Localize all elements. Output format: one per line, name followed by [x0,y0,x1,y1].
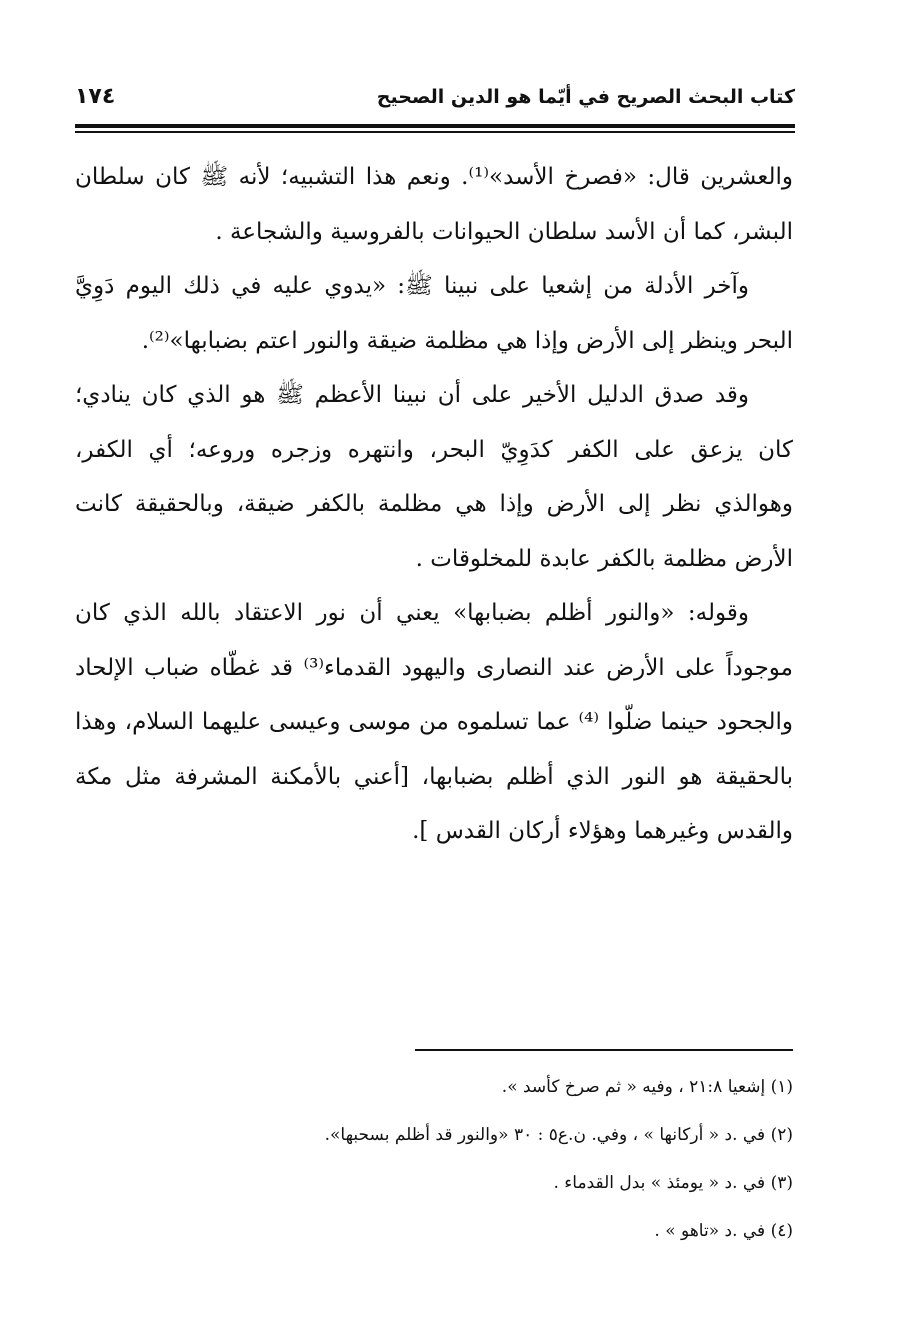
header-rule-thin [75,131,795,133]
footnotes [75,1063,793,1255]
paragraph-1: والعشرين قال: «فصرخ الأسد»⁽¹⁾. ونعم هذا التشبيه؛ لأنه ﷺ كان سلطان البشر، كما أن الأسد سلطان الحيوانات بالفروسية والشجاعة . [75,164,793,245]
paragraph-4: وقوله: «والنور أظلم بضبابها» يعني أن نور الاعتقاد بالله الذي كان موجوداً على الأرض عند النصارى واليهود القدماء⁽³⁾ قد غطّاه ضباب الإلحاد والجحود حينما ضلّوا ⁽⁴⁾ عما تسلموه من موسى وعيسى عليهما السلام، وهذا بالحقيقة هو النور الذي أظلم بضبابها، [أعني بالأمكنة المشرفة مثل مكة والقدس وغيرهما وهؤلاء أركان القدس ]. [75,600,794,844]
main-text [75,150,793,859]
footnote-1: (١) إشعيا ٢١:٨ ، وفيه « ثم صرخ كأسد ». [501,1077,793,1097]
page-header [75,82,795,122]
page-number: ١٧٤ [75,84,116,109]
header-rule-thick [75,124,795,128]
footnote-3: (٣) في .د « يومئذ » بدل القدماء . [553,1173,793,1193]
running-title: كتاب البحث الصريح في أيّما هو الدين الصحيح [376,86,795,108]
paragraph-2: وآخر الأدلة من إشعيا على نبينا ﷺ: «يدوي عليه في ذلك اليوم دَوِيَّ البحر وينظر إلى الأرض وإذا هي مظلمة ضيقة والنور اعتم بضبابها»⁽²⁾. [75,273,793,354]
paragraph-3: وقد صدق الدليل الأخير على أن نبينا الأعظم ﷺ هو الذي كان ينادي؛ كان يزعق على الكفر كدَوِيّ البحر، وانتهره وزجره وروعه؛ أي الكفر، وهوالذي نظر إلى الأرض وإذا هي مظلمة بالكفر ضيقة، وبالحقيقة كانت الأرض مظلمة بالكفر عابدة للمخلوقات . [75,382,793,572]
footnote-4: (٤) في .د «تاهو » . [654,1221,793,1241]
footnote-separator [415,1049,793,1051]
footnote-2: (٢) في .د « أركانها » ، وفي. ن.ع٥ : ٣٠ «والنور قد أظلم بسحبها». [324,1125,793,1145]
